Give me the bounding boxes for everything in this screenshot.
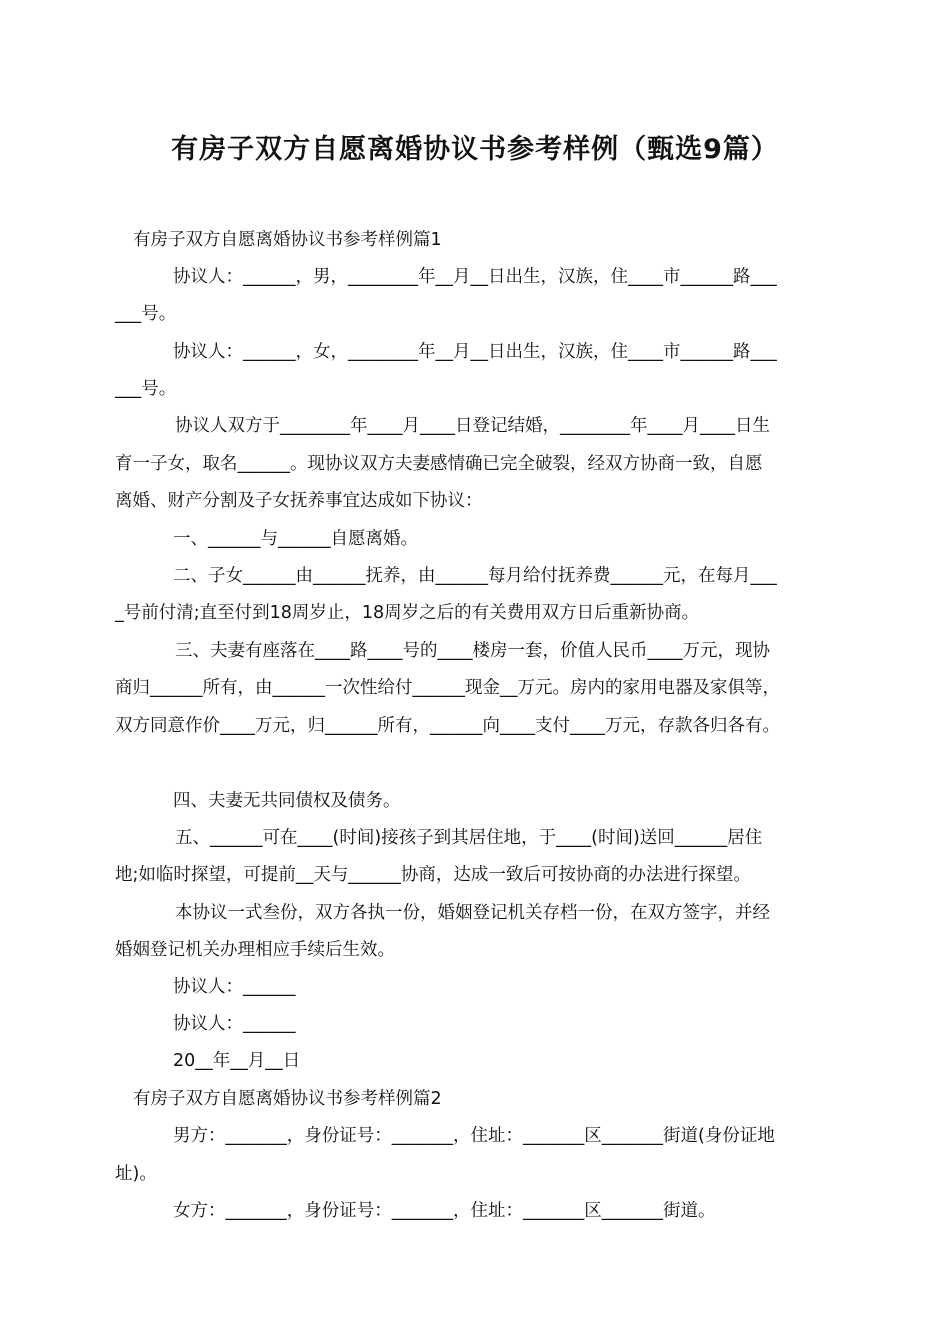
paragraph-line: 商归______所有，由______一次性给付______现金__万元。房内的家用电器及家俱等， <box>115 678 780 698</box>
paragraph-line: 三、夫妻有座落在____路____号的____楼房一套，价值人民币____万元，现协 <box>175 641 770 661</box>
paragraph-line: 育一子女，取名______。现协议双方夫妻感情确已完全破裂，经双方协商一致，自愿 <box>115 454 763 474</box>
paragraph-line: 协议人：______，男，________年__月__日出生，汉族，住____市______路___ <box>173 267 777 287</box>
section-heading: 有房子双方自愿离婚协议书参考样例篇1 <box>133 230 442 250</box>
paragraph-line: ___号。 <box>115 379 177 399</box>
paragraph-line: 离婚、财产分割及子女抚养事宜达成如下协议： <box>115 491 483 511</box>
paragraph-line: 二、子女______由______抚养，由______每月给付抚养费______元，在每月___ <box>173 566 777 586</box>
page-title: 有房子双方自愿离婚协议书参考样例（甄选9篇） <box>171 134 779 165</box>
paragraph-line: 地;如临时探望，可提前__天与______协商，达成一致后可按协商的办法进行探望。 <box>115 865 751 885</box>
paragraph-line: 女方：_______，身份证号：_______，住址：_______区_______街道。 <box>173 1201 716 1221</box>
paragraph-line: 双方同意作价____万元，归______所有，______向____支付____万元，存款各归各有。 <box>115 716 780 736</box>
paragraph-line: 协议人：______，女，________年__月__日出生，汉族，住____市______路___ <box>173 342 777 362</box>
paragraph-line: 址)。 <box>115 1164 157 1184</box>
paragraph-line: 男方：_______，身份证号：_______，住址：_______区_______街道(身份证地 <box>173 1126 775 1146</box>
paragraph-line: ___号。 <box>115 304 177 324</box>
paragraph-line: 婚姻登记机关办理相应手续后生效。 <box>115 940 395 960</box>
date-line: 20__年__月__日 <box>173 1051 301 1071</box>
paragraph-line: _号前付清;直至付到18周岁止，18周岁之后的有关费用双方日后重新协商。 <box>115 603 700 623</box>
paragraph-line: 五、______可在____(时间)接孩子到其居住地，于____(时间)送回______居住 <box>175 828 763 848</box>
paragraph-line: 一、______与______自愿离婚。 <box>173 529 418 549</box>
paragraph-line: 本协议一式叁份，双方各执一份，婚姻登记机关存档一份，在双方签字，并经 <box>175 903 770 923</box>
section-heading: 有房子双方自愿离婚协议书参考样例篇2 <box>133 1089 442 1109</box>
paragraph-line: 四、夫妻无共同债权及债务。 <box>173 791 401 811</box>
signature-line: 协议人：______ <box>173 1014 296 1034</box>
paragraph-line: 协议人双方于________年____月____日登记结婚，________年____月____日生 <box>175 416 770 436</box>
signature-line: 协议人：______ <box>173 977 296 997</box>
